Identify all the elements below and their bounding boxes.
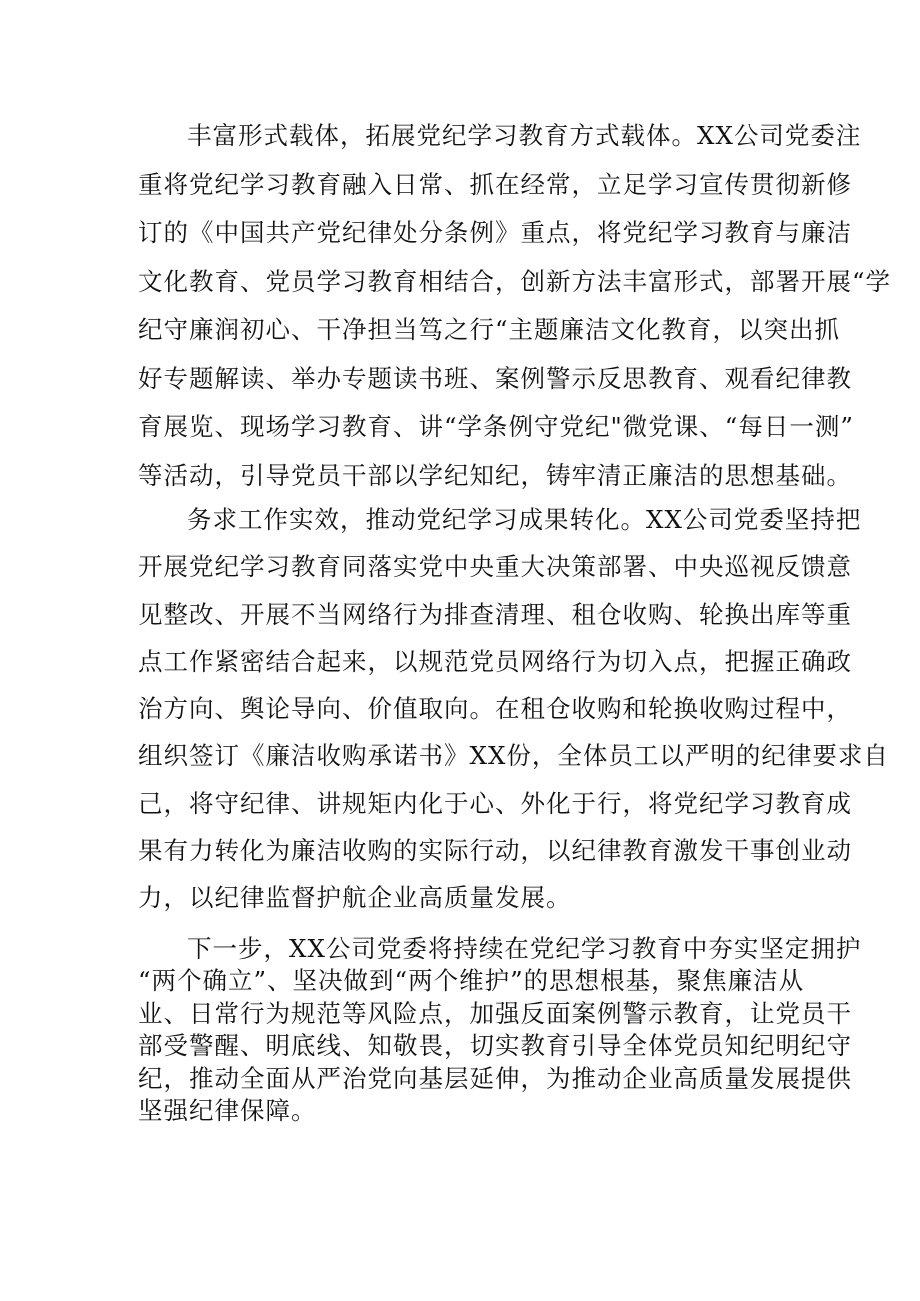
paragraph-line: 治方向、舆论导向、价值取向。在租仓收购和轮换收购过程中， (138, 694, 852, 724)
paragraph-line: “两个确立”、坚决做到“两个维护”的思想根基，聚焦廉洁从 (138, 966, 805, 996)
paragraph-line: 丰富形式载体，拓展党纪学习教育方式载体。XX公司党委注 (187, 121, 862, 150)
paragraph-line: 力，以纪律监督护航企业高质量发展。 (138, 883, 572, 913)
paragraph-line: 己，将守纪律、讲规矩内化于心、外化于行，将党纪学习教育成 (138, 788, 852, 818)
paragraph-line: 育展览、现场学习教育、讲“学条例守党纪"微党课、“每日一测” (138, 412, 854, 441)
paragraph-line: 纪，推动全面从严治党向基层延伸，为推动企业高质量发展提供 (138, 1063, 852, 1093)
paragraph-work-results (138, 496, 889, 922)
paragraph-line: 订的《中国共产党纪律处分条例》重点，将党纪学习教育与廉洁 (138, 218, 852, 247)
paragraph-line: 纪守廉润初心、干净担当笃之行“主题廉洁文化教育，以突出抓 (138, 315, 841, 344)
paragraph-line: 见整改、开展不当网络行为排查清理、租仓收购、轮换出库等重 (138, 599, 852, 629)
paragraph-line: 等活动，引导党员干部以学纪知纪，铸牢清正廉洁的思想基础。 (138, 460, 852, 490)
paragraph-line: 果有力转化为廉洁收购的实际行动，以纪律教育激发干事创业动 (138, 836, 852, 866)
paragraph-line: 文化教育、党员学习教育相结合，创新方法丰富形式，部署开展“学 (138, 266, 892, 296)
paragraph-line: 开展党纪学习教育同落实党中央重大决策部署、中央巡视反馈意 (138, 552, 852, 582)
paragraph-line: 组织签订《廉洁收购承诺书》XX份，全体员工以严明的纪律要求自 (138, 741, 889, 771)
paragraph-line: 下一步，XX公司党委将持续在党纪学习教育中夯实坚定拥护 (187, 934, 862, 963)
paragraph-next-steps (138, 933, 862, 1127)
paragraph-line: 点工作紧密结合起来，以规范党员网络行为切入点，把握正确政 (138, 646, 852, 676)
paragraph-line: 重将党纪学习教育融入日常、抓在经常，立足学习宣传贯彻新修 (138, 169, 852, 199)
paragraph-line: 务求工作实效，推动党纪学习成果转化。XX公司党委坚持把 (187, 505, 862, 534)
paragraph-line: 业、日常行为规范等风险点，加强反面案例警示教育，让党员干 (138, 998, 852, 1028)
paragraph-line: 坚强纪律保障。 (138, 1095, 317, 1125)
paragraph-line: 好专题解读、举办专题读书班、案例警示反思教育、观看纪律教 (138, 363, 852, 393)
paragraph-line: 部受警醒、明底线、知敬畏，切实教育引导全体党员知纪明纪守 (138, 1031, 852, 1061)
paragraph-format-carriers (138, 112, 892, 500)
